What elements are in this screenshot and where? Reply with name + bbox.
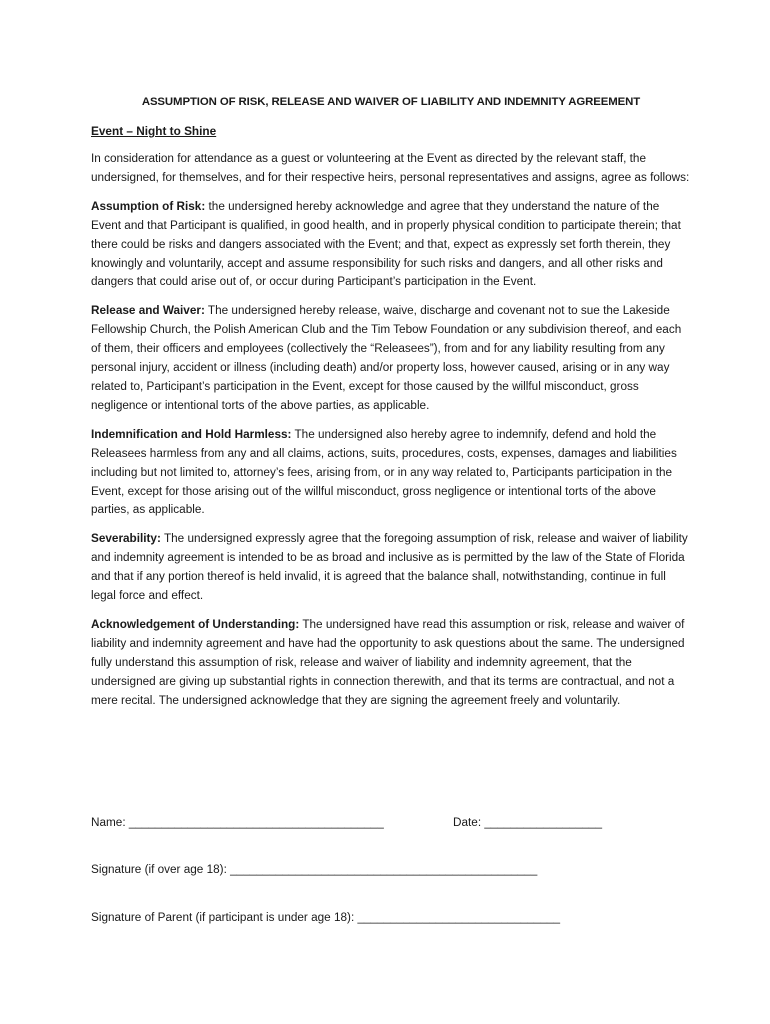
section-body: The undersigned hereby release, waive, discharge and covenant not to sue the Lakeside Fellowship Church, the Polish American Club and the Tim Tebow Foundation or any subdivision thereof, and each of them, their officers and employees (collectively the “Releasees”), from and for any liability resulting from any personal injury, accident or illness (including death) and/or property loss, however caused, arising or in any way related to, Participant’s participation in the Event, except for those caused by the willful misconduct, gross negligence or intentional torts of the above parties, as applicable. xyxy=(91,304,682,412)
section-heading: Severability: xyxy=(91,532,161,546)
section-acknowledgement xyxy=(91,616,691,711)
section-severability xyxy=(91,530,691,606)
section-body: The undersigned have read this assumption or risk, release and waiver of liability and indemnity agreement and have had the opportunity to ask questions about the same. The undersigned fully understand this assumption of risk, release and waiver of liability and indemnity agreement, that the undersigned are giving up substantial rights in connection therewith, and that its terms are contractual, and not a mere recital. The undersigned acknowledge that they are signing the agreement freely and voluntarily. xyxy=(91,617,685,707)
section-body: The undersigned expressly agree that the foregoing assumption of risk, release and waiver of liability and indemnity agreement is intended to be as broad and inclusive as is permitted by the law of the State of Florida and that if any portion thereof is held invalid, it is agreed that the balance shall, notwithstanding, continue in full legal force and effect. xyxy=(91,532,688,603)
section-heading: Assumption of Risk: xyxy=(91,199,206,213)
section-assumption-of-risk xyxy=(91,198,691,293)
document-page xyxy=(91,93,691,924)
date-field[interactable]: Date: __________________ xyxy=(453,816,602,829)
signature-adult-field[interactable]: Signature (if over age 18): _______________________________________________ xyxy=(91,863,538,876)
section-heading: Indemnification and Hold Harmless: xyxy=(91,427,292,441)
intro-paragraph: In consideration for attendance as a guest or volunteering at the Event as directed by the relevant staff, the undersigned, for themselves, and for their respective heirs, personal representatives and assigns, agree as follows: xyxy=(91,152,690,184)
document-title: ASSUMPTION OF RISK, RELEASE AND WAIVER OF LIABILITY AND INDEMNITY AGREEMENT xyxy=(141,96,641,108)
section-heading: Acknowledgement of Understanding: xyxy=(91,617,300,631)
section-body: the undersigned hereby acknowledge and agree that they understand the nature of the Event and that Participant is qualified, in good health, and in properly physical condition to participate therein; that there could be risks and dangers associated with the Event; and that, expect as expressly set forth therein, they knowingly and voluntarily, accept and assume responsibility for such risks and dangers, and all other risks and dangers that could arise out of, or occur during Participant’s participation in the Event. xyxy=(91,199,681,289)
section-indemnification xyxy=(91,426,691,521)
name-date-row xyxy=(91,814,691,832)
section-body: The undersigned also hereby agree to indemnify, defend and hold the Releasees harmless from any and all claims, actions, suits, procedures, costs, expenses, damages and liabilities including but not limited to, attorney’s fees, arising from, or in any way related to, Participants participation in the Event, except for those arising out of the willful misconduct, gross negligence or intentional torts of the above parties, as applicable. xyxy=(91,427,677,517)
section-heading: Release and Waiver: xyxy=(91,304,205,318)
event-line: Event – Night to Shine xyxy=(91,124,217,138)
name-field[interactable]: Name: _______________________________________ xyxy=(91,816,384,829)
signature-parent-field[interactable]: Signature of Parent (if participant is under age 18): _______________________________ xyxy=(91,911,561,924)
section-release-and-waiver xyxy=(91,302,691,415)
